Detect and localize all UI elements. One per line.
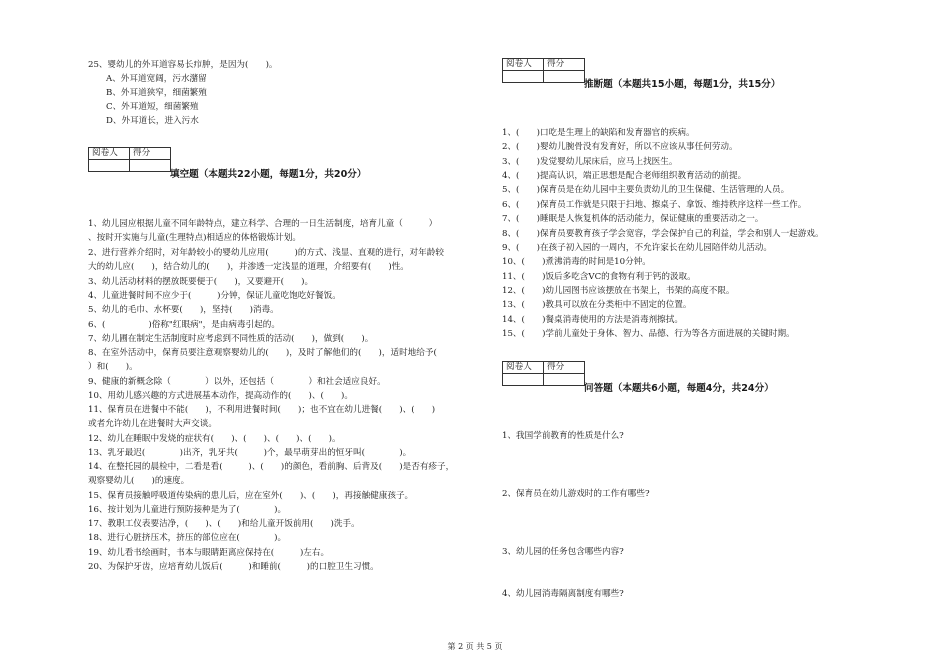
score-header: 得分 — [130, 148, 171, 160]
fill-line: 或者允许幼儿在进餐时大声交谈。 — [88, 419, 217, 429]
fill-line: 1、幼儿园应根据儿童不同年龄特点，建立科学、合理的一日生活制度，培育儿童（ ） — [88, 219, 438, 229]
qa-question-1: 1、我国学前教育的性质是什么? — [502, 431, 624, 441]
fill-line: 11、保育员在进餐中不能( )，不利用进餐时间( )；也不宜在幼儿进餐( )、( ) — [88, 405, 436, 415]
judge-line: 14、( )餐桌消毒使用的方法是消毒剂擦拭。 — [502, 315, 683, 325]
qa-question-2: 2、保育员在幼儿游戏时的工作有哪些? — [502, 489, 650, 499]
fill-line: 大的幼儿应( )，结合幼儿的( )，并渗透一定浅显的道理，介绍要有( )性。 — [88, 262, 409, 272]
qa-question-3: 3、幼儿园的任务包含哪些内容? — [502, 547, 624, 557]
question-25-option-b: B、外耳道狭窄，细菌繁殖 — [106, 88, 207, 98]
fill-line: ）和( )。 — [88, 362, 138, 372]
fill-line: 观察婴幼儿( )的速度。 — [88, 476, 190, 486]
judge-line: 15、( )学前儿童处于身体、智力、品德、行为等各方面进展的关键时期。 — [502, 329, 795, 339]
grader-header: 阅卷人 — [503, 59, 544, 71]
grader-header: 阅卷人 — [503, 362, 544, 374]
fill-section-title: 填空题（本题共22小题，每题1分，共20分） — [170, 169, 367, 180]
score-cell[interactable] — [544, 374, 585, 386]
judge-line: 1、( )口吃是生理上的缺陷和发育器官的疾病。 — [502, 128, 695, 138]
fill-line: 2、进行营养介绍时，对年龄较小的婴幼儿应用( )的方式、浅显、直观的进行，对年龄较 — [88, 248, 444, 258]
question-25-option-d: D、外耳道长，进入污水 — [106, 116, 199, 126]
judge-line: 10、( )煮沸消毒的时间是10分钟。 — [502, 257, 651, 267]
fill-line: 17、教职工仪表要洁净，( )、( )和给儿童开饭前用( )洗手。 — [88, 519, 360, 529]
grader-cell[interactable] — [503, 374, 544, 386]
judge-line: 6、( )保育员工作就是只限于扫地、擦桌子、拿饭、维持秩序这样一些工作。 — [502, 200, 807, 210]
judge-line: 9、( )在孩子初入园的一周内，不允许家长在幼儿园陪伴幼儿活动。 — [502, 243, 772, 253]
fill-line: 9、健康的新概念除（ ）以外，还包括（ ）和社会适应良好。 — [88, 377, 386, 387]
judge-score-table — [502, 58, 585, 83]
judge-line: 4、( )提高认识，端正思想是配合老师组织教育活动的前提。 — [502, 171, 747, 181]
fill-line: 15、保育员接触呼吸道传染病的患儿后，应在室外( )、( )，再接触健康孩子。 — [88, 491, 414, 501]
fill-line: 8、在室外活动中，保育员要注意观察婴幼儿的( )，及时了解他们的( )，适时地给予( — [88, 348, 454, 358]
fill-line: 12、幼儿在睡眠中发烧的症状有( )、( )、( )、( )。 — [88, 434, 341, 444]
fill-line: 14、在整托园的晨检中，二看是看( )、( )的颜色，看前胸、后背及( )是否有疹子， — [88, 462, 455, 472]
fill-line: 19、幼儿看书绘画时，书本与眼睛距离应保持在( )左右。 — [88, 548, 330, 558]
judge-line: 8、( )保育员要教育孩子学会宽容，学会保护自己的利益，学会和别人一起游戏。 — [502, 229, 824, 239]
question-25-option-a: A、外耳道宽阔，污水潴留 — [106, 74, 207, 84]
qa-question-4: 4、幼儿园消毒隔离制度有哪些? — [502, 589, 624, 599]
fill-score-table — [88, 147, 171, 172]
question-25-stem: 25、婴幼儿的外耳道容易长疖肿，是因为( )。 — [88, 60, 278, 70]
fill-line: 4、儿童进餐时间不应少于( )分钟，保证儿童吃饱吃好餐饭。 — [88, 291, 341, 301]
fill-line: 10、用幼儿感兴趣的方式进展基本动作，提高动作的( )、( )。 — [88, 391, 353, 401]
judge-line: 13、( )教具可以放在分类柜中不固定的位置。 — [502, 300, 692, 310]
qa-score-table — [502, 361, 585, 386]
question-25-option-c: C、外耳道短，细菌繁殖 — [106, 102, 199, 112]
fill-line: 6、( )俗称"红眼病"，是由病毒引起的。 — [88, 320, 280, 330]
fill-line: 18、进行心脏挤压术，挤压的部位应在( )。 — [88, 533, 287, 543]
score-header: 得分 — [544, 362, 585, 374]
judge-line: 11、( )饭后多吃含VC的食物有利于钙的汲取。 — [502, 272, 696, 282]
fill-line: 5、幼儿的毛巾、水杯要( )，坚持( )消毒。 — [88, 305, 279, 315]
score-cell[interactable] — [544, 71, 585, 83]
grader-cell[interactable] — [503, 71, 544, 83]
qa-section-title: 问答题（本题共6小题，每题4分，共24分） — [584, 383, 774, 394]
judge-line: 2、( )婴幼儿腕骨没有发育好，所以不应该从事任何劳动。 — [502, 142, 738, 152]
grader-header: 阅卷人 — [89, 148, 130, 160]
judge-line: 3、( )发觉婴幼儿尿床后，应马上找医生。 — [502, 157, 678, 167]
grader-cell[interactable] — [89, 160, 130, 172]
judge-line: 7、( )睡眠是人恢复机体的活动能力，保证健康的重要活动之一。 — [502, 214, 764, 224]
score-cell[interactable] — [130, 160, 171, 172]
fill-line: 3、幼儿活动材料的摆放既要便于( )，又要避开( )。 — [88, 277, 314, 287]
fill-line: 20、为保护牙齿，应培育幼儿饭后( )和睡前( )的口腔卫生习惯。 — [88, 562, 379, 572]
fill-line: 13、乳牙最迟( )出齐，乳牙共( )个，最早萌芽出的恒牙叫( )。 — [88, 448, 412, 458]
judge-line: 12、( )幼儿园图书应该摆放在书架上，书架的高度不限。 — [502, 286, 735, 296]
page-number: 第 2 页 共 5 页 — [447, 642, 503, 651]
fill-line: 16、按计划为儿童进行预防接种是为了( )。 — [88, 505, 287, 515]
fill-line: 7、幼儿圃在制定生活制度时应考虑到不同性质的活动( )，做到( )。 — [88, 334, 374, 344]
fill-line: 、按时开实施与儿童(生理特点)相适应的体格锻炼计划。 — [88, 233, 301, 243]
judge-line: 5、( )保育员是在幼儿园中主要负责幼儿的卫生保健、生活管理的人员。 — [502, 185, 790, 195]
score-header: 得分 — [544, 59, 585, 71]
judge-section-title: 推断题（本题共15小题，每题1分，共15分） — [584, 79, 781, 90]
